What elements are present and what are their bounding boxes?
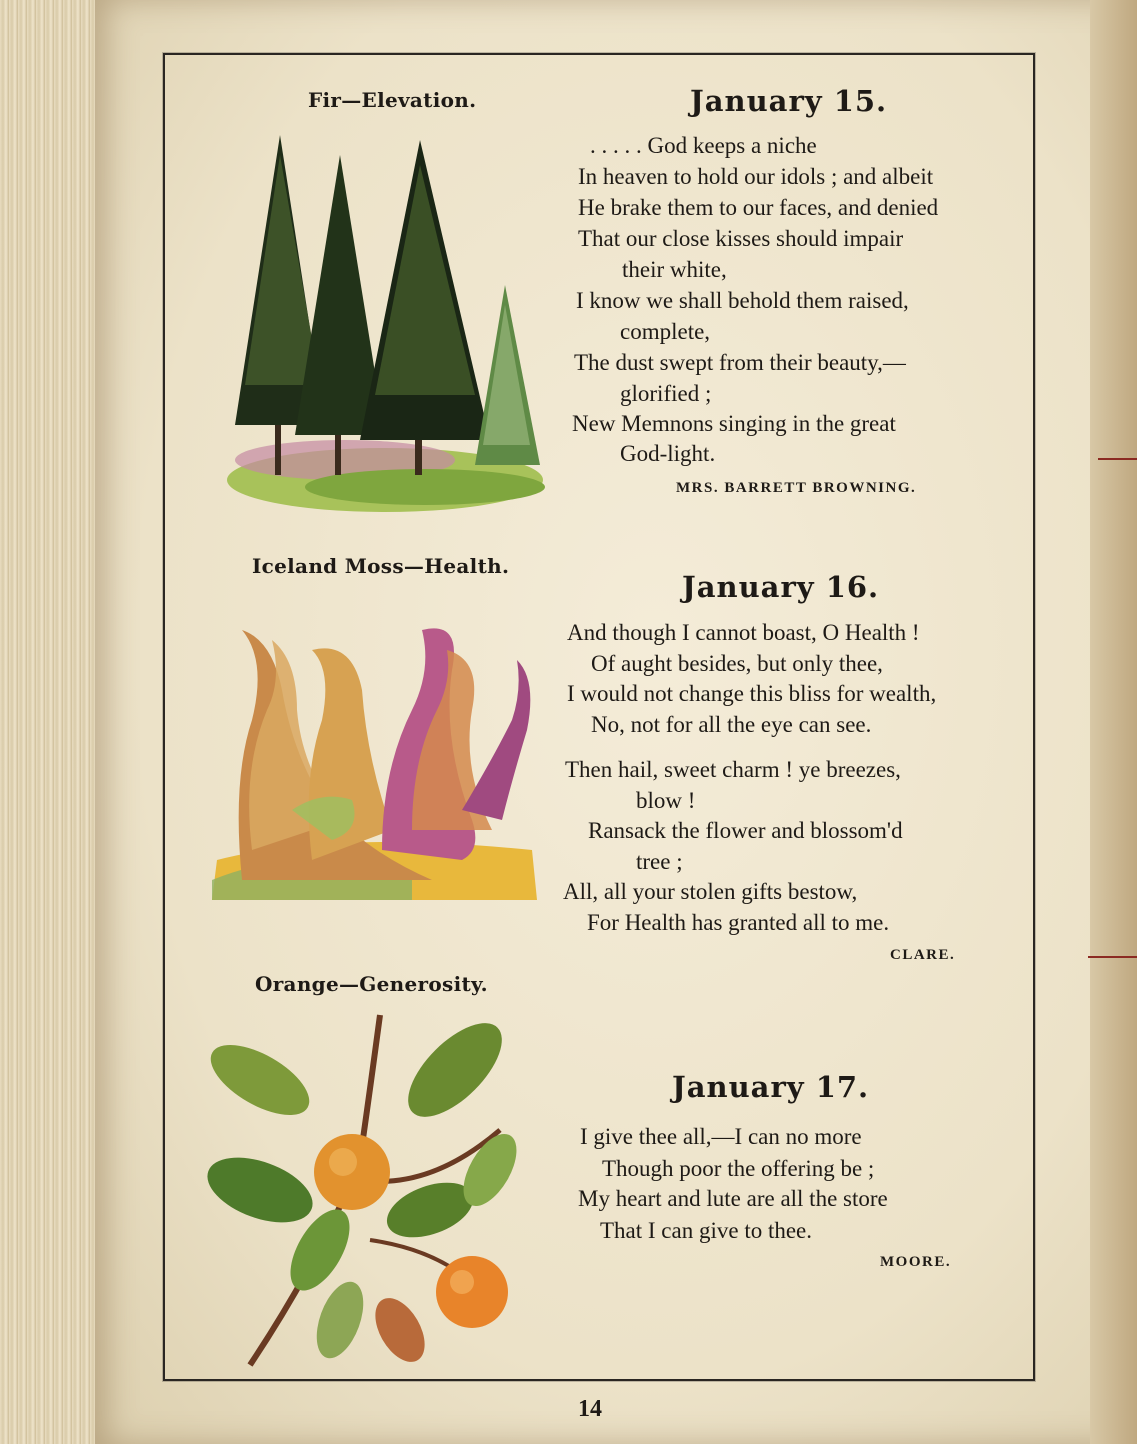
poem-line: That I can give to thee. — [600, 1218, 813, 1243]
poem-line: The dust swept from their beauty,— — [574, 350, 906, 375]
poem-line: I would not change this bliss for wealth, — [567, 681, 937, 706]
adjacent-page-mark — [1088, 956, 1137, 958]
poem-line: complete, — [620, 319, 711, 344]
poem-line: For Health has granted all to me. — [587, 910, 890, 935]
poem-line: glorified ; — [620, 381, 712, 406]
poem-line: No, not for all the eye can see. — [591, 712, 872, 737]
illustration-caption-orange: Orange—Generosity. — [255, 972, 488, 996]
poem-author: MOORE. — [880, 1254, 952, 1270]
poem-line: My heart and lute are all the store — [578, 1186, 888, 1211]
poem-line: God-light. — [620, 441, 716, 466]
poem-line: That our close kisses should impair — [578, 226, 904, 251]
poem-author: MRS. BARRETT BROWNING. — [676, 480, 917, 496]
poem-line: their white, — [622, 257, 727, 282]
poem-line: I give thee all,—I can no more — [580, 1124, 862, 1149]
entry-date: January 15. — [690, 84, 888, 118]
poem-line: All, all your stolen gifts bestow, — [563, 879, 858, 904]
page-number: 14 — [578, 1396, 602, 1422]
adjacent-page-mark — [1098, 458, 1137, 460]
iceland-moss-illustration — [212, 600, 542, 900]
poem-line: And though I cannot boast, O Health ! — [567, 620, 920, 645]
poem-line: In heaven to hold our idols ; and albeit — [578, 164, 934, 189]
poem-line: New Memnons singing in the great — [572, 411, 896, 436]
poem-line: Though poor the offering be ; — [602, 1156, 875, 1181]
entry-date: January 17. — [672, 1070, 870, 1104]
poem-line: . . . . . God keeps a niche — [590, 133, 817, 158]
orange-branch-illustration — [200, 1010, 530, 1370]
poem-line: Ransack the flower and blossom'd — [588, 818, 903, 843]
page-gutter-shadow — [1090, 0, 1137, 1444]
poem-line: blow ! — [636, 788, 696, 813]
illustration-caption-fir: Fir—Elevation. — [308, 88, 477, 112]
poem-line: I know we shall behold them raised, — [576, 288, 909, 313]
poem-line: Then hail, sweet charm ! ye breezes, — [565, 757, 901, 782]
poem-line: Of aught besides, but only thee, — [591, 651, 883, 676]
poem-author: CLARE. — [890, 947, 956, 963]
poem-line: tree ; — [636, 849, 683, 874]
fir-tree-illustration — [225, 135, 550, 515]
entry-date: January 16. — [682, 570, 880, 604]
poem-line: He brake them to our faces, and denied — [578, 195, 939, 220]
illustration-caption-iceland-moss: Iceland Moss—Health. — [252, 554, 510, 578]
